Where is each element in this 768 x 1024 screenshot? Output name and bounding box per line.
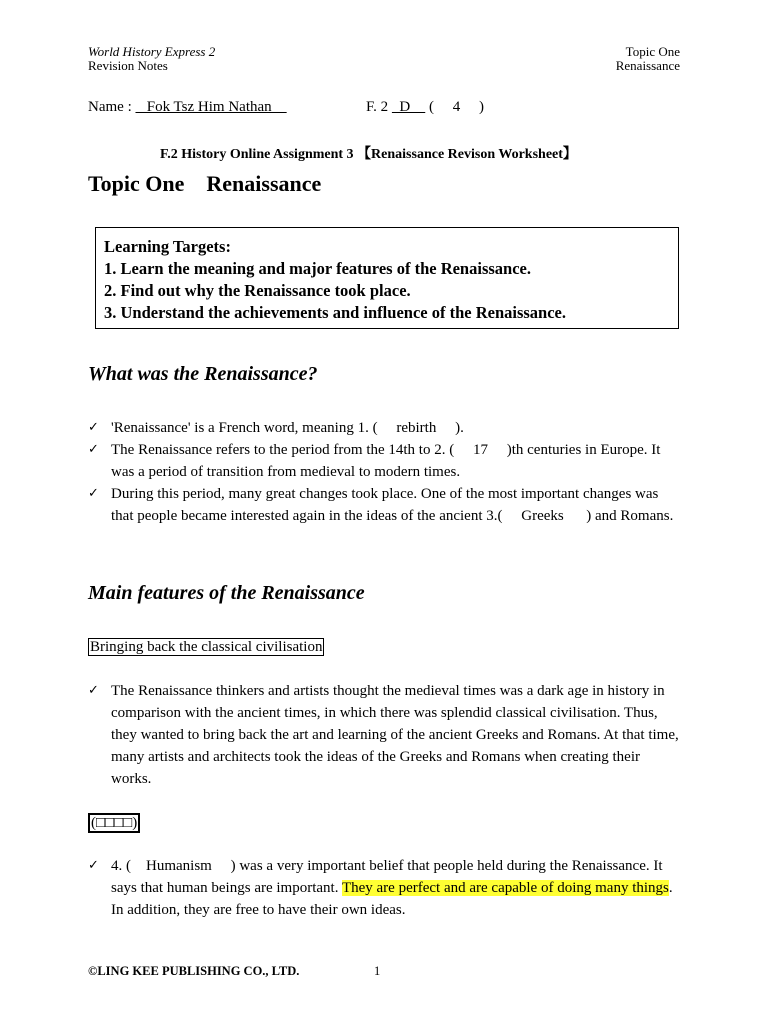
publisher-footer: ©LING KEE PUBLISHING CO., LTD. [88,964,300,978]
subsection-label [88,638,324,656]
list-item: ✓ 4. ( Humanism ) was a very important belief that people held during the Renaissance. It says that human beings are important. They are perfect and are capable of doing many things. In addition, they are free to have their own ideas. [88,855,684,921]
learning-target-item: 2. Find out why the Renaissance took place. [104,281,411,300]
list-item: ✓ The Renaissance thinkers and artists thought the medieval times was a dark age in history in comparison with the ancient times, in which there was splendid classical civilisation. Thus, they wanted to bring back the art and learning of the ancient Greeks and Romans. At that time, many artists and architects took the ideas of the Greeks and Romans when creating their works. [88,680,684,790]
checkmark-icon: ✓ [88,858,99,873]
name-label: Name : [88,99,132,115]
name-value: Fok Tsz Him Nathan [135,99,287,115]
book-title: World History Express 2 [88,44,216,59]
topic-name: Renaissance [615,58,680,73]
section2-list-a [88,680,684,790]
page-title: Topic One Renaissance [88,171,322,196]
checkmark-icon: ✓ [88,442,99,457]
learning-targets-box [95,227,679,329]
number-open: ( [429,99,434,115]
student-class-line [366,99,484,116]
section2-list-b [88,855,684,921]
section-heading-features: Main features of the Renaissance [88,582,365,604]
number-close: ) [479,99,484,115]
answer-2: 17 [454,442,507,458]
answer-1: rebirth [377,420,456,436]
section-heading-what: What was the Renaissance? [88,363,318,385]
topic-label: Topic One [625,44,680,59]
header-right [616,45,680,73]
answer-4: Humanism [131,858,231,874]
highlighted-text: They are perfect and are capable of doing many things [341,880,669,896]
list-item: ✓ The Renaissance refers to the period from the 14th to 2. ( 17 )th centuries in Europe. It was a period of transition from medieval to modern times. [88,439,684,483]
learning-target-item: 3. Understand the achievements and influence of the Renaissance. [104,303,566,322]
checkmark-icon: ✓ [88,420,99,435]
book-subtitle: Revision Notes [88,58,168,73]
class-value: D [391,99,426,115]
form-label: F. 2 [366,99,389,115]
learning-targets-heading: Learning Targets: [104,237,231,256]
subsection-humanism: (□□□□) [88,813,140,833]
section1-list [88,417,684,527]
learning-target-item: 1. Learn the meaning and major features of the Renaissance. [104,259,531,278]
answer-3: Greeks [502,508,587,524]
subsection-classical: Bringing back the classical civilisation [90,639,323,655]
checkmark-icon: ✓ [88,683,99,698]
assignment-title: F.2 History Online Assignment 3 【Renaissance Revison Worksheet】 [160,147,577,162]
checkmark-icon: ✓ [88,486,99,501]
header-left [88,45,215,73]
subsection-label [88,814,140,832]
class-number: 4 [452,99,461,115]
list-item: ✓ During this period, many great changes took place. One of the most important changes was that people became interested again in the ideas of the ancient 3.( Greeks ) and Romans. [88,483,684,527]
student-name-line [88,99,287,116]
page-number: 1 [374,964,381,978]
list-item: ✓ 'Renaissance' is a French word, meaning 1. ( rebirth ). [88,417,684,439]
